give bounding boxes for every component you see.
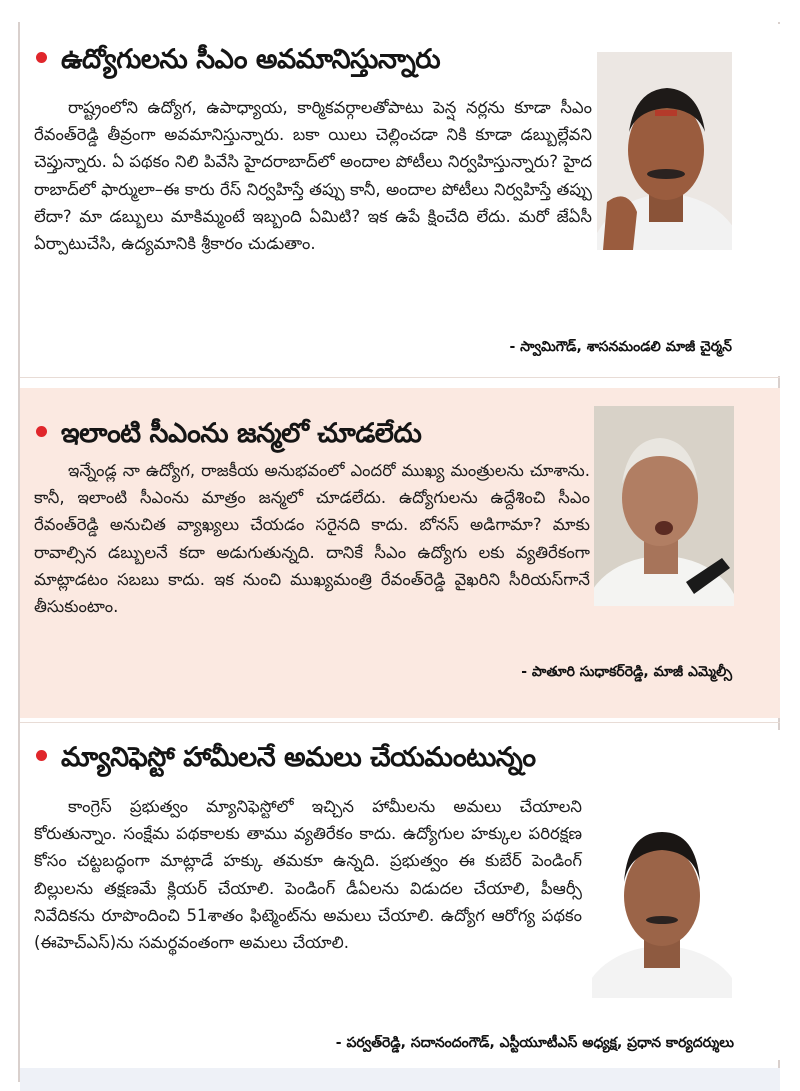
article-3-body: కాంగ్రెస్ ప్రభుత్వం మ్యానిఫెస్టోలో ఇచ్చిన హామీలను అమలు చేయాలని కోరుతున్నాం. సంక్షేమ పథకాలకు తాము వ్యతిరేకం కాదు. ఉద్యోగుల హక్కుల పరిరక్షణ కోసం చట్టబద్ధంగా మాట్లాడే హక్కు తమకూ ఉన్నది. ప్రభుత్వం ఈ కుబేర్ పెండింగ్ బిల్లులను తక్షణమే క్లియర్ చేయాలి. పెండింగ్ డీఏలను విడుదల చేయాలి, పీఆర్సీ నివేదికను రూపొందించి 51శాతం ఫిట్మెంట్‌ను అమలు చేయాలి. ఉద్యోగ ఆరోగ్య పథకం (ఈహెచ్‌ఎస్)ను సమర్థవంతంగా అమలు చేయాలి. — [34, 797, 582, 953]
article-1-byline: - స్వామిగౌడ్, శాసనమండలి మాజీ చైర్మన్ — [509, 339, 732, 355]
footer-band — [20, 1068, 780, 1091]
bullet-icon — [36, 52, 47, 63]
article-2-portrait — [594, 406, 734, 606]
article-1-portrait — [597, 52, 732, 250]
article-2-headline: ఇలాంటి సీఎంను జన్మలో చూడలేదు — [36, 418, 421, 456]
article-3-portrait — [592, 802, 732, 998]
divider — [20, 377, 780, 378]
article-3-headline: మ్యానిఫెస్టో హామీలనే అమలు చేయమంటున్నం — [36, 742, 536, 780]
divider — [20, 722, 780, 723]
article-2-body: ఇన్నేండ్ల నా ఉద్యోగ, రాజకీయ అనుభవంలో ఎందరో ముఖ్య మంత్రులను చూశాను. కానీ, ఇలాంటి సీఎంను మాత్రం జన్మలో చూడలేదు. ఉద్యోగులను ఉద్దేశించి సీఎం రేవంత్‌రెడ్డి అనుచిత వ్యాఖ్యలు చేయడం సరైనది కాదు. బోనస్ అడిగామా? మాకు రావాల్సిన డబ్బులనే కదా అడుగుతున్నది. దానికే సీఎం ఉద్యోగు లకు వ్యతిరేకంగా మాట్లాడటం సబబు కాదు. ఇక నుంచి ముఖ్యమంత్రి రేవంత్‌రెడ్డి వైఖరిని సీరియస్‌గానే తీసుకుంటాం. — [34, 461, 590, 617]
bullet-icon — [36, 750, 47, 761]
article-1-headline: ఉద్యోగులను సీఎం అవమానిస్తున్నారు — [36, 44, 440, 82]
article-3-byline: - పర్వత్‌రెడ్డి, సదానందంగౌడ్, ఎస్టీయూటీఎస్ అధ్యక్ష, ప్రధాన కార్యదర్శులు — [335, 1035, 734, 1051]
article-1-body: రాష్ట్రంలోని ఉద్యోగ, ఉపాధ్యాయ, కార్మికవర్గాలతోపాటు పెన్ష నర్లను కూడా సీఎం రేవంత్‌రెడ్డి తీవ్రంగా అవమానిస్తున్నారు. బకా యిలు చెల్లించడా నికి కూడా డబ్బుల్లేవని చెప్తున్నారు. ఏ పథకం నిలి పివేసి హైదరాబాద్‌లో అందాల పోటీలు నిర్వహిస్తున్నారు? హైద రాబాద్‌లో ఫార్ములా–ఈ కారు రేస్ నిర్వహిస్తే తప్పు కానీ, అందాల పోటీలు నిర్వహిస్తే తప్పు లేదా? మా డబ్బులు మాకిమ్మంటే ఇబ్బంది ఏమిటి? ఇక ఉపే క్షించేది లేదు. మరో జేఏసీ ఏర్పాటుచేసి, ఉద్యమానికి శ్రీకారం చుడుతాం. — [34, 98, 592, 254]
bullet-icon — [36, 426, 47, 437]
article-2-byline: - పాతూరి సుధాకర్‌రెడ్డి, మాజీ ఎమ్మెల్సీ — [521, 664, 732, 680]
